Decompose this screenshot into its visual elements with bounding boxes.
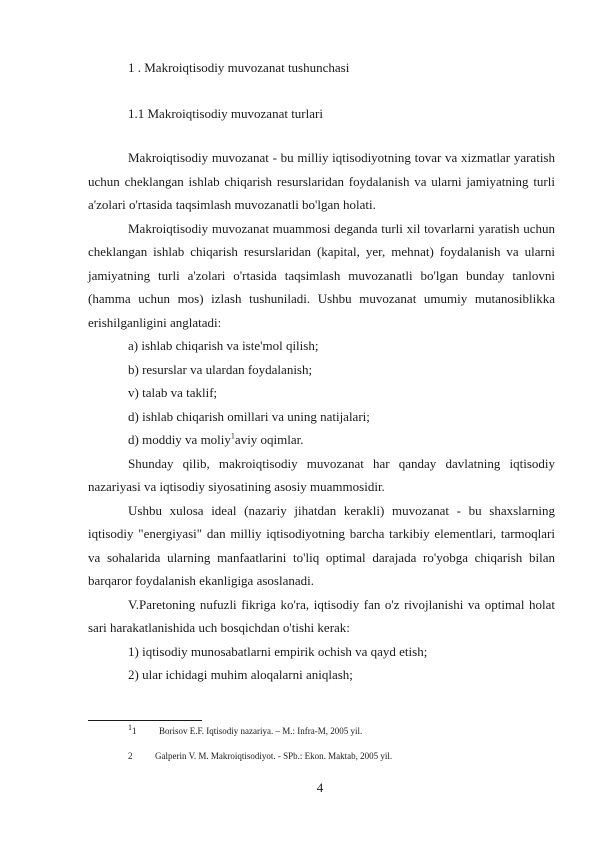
page-number: 4 xyxy=(316,780,324,795)
paragraph-conclusion: Shunday qilib, makroiqtisodiy muvozanat har qanday davlatning iqtisodiy nazariyasi va iqtisodiy siyosatining asosiy muammosidir. xyxy=(88,455,555,494)
footnote-text: Borisov E.F. Iqtisodiy nazariya. – M.: Infra-M, 2005 yil. xyxy=(159,726,363,736)
footnote xyxy=(128,725,362,737)
list-item: v) talab va taklif; xyxy=(128,385,218,400)
footnote-text: Galperin V. M. Makroiqtisodiyot. - SPb.: Ekon. Maktab, 2005 yil. xyxy=(155,751,393,761)
footnote xyxy=(128,750,392,762)
list-item: 2) ular ichidagi muhim aloqalarni aniqlash; xyxy=(128,667,353,682)
body-text xyxy=(88,146,555,687)
footnote-number: 2 xyxy=(128,751,133,761)
paragraph-problem: Makroiqtisodiy muvozanat muammosi deganda turli xil tovarlarni yaratish uchun cheklangan ishlab chiqarish resurslaridan (kapital, yer, mehnat) foydalanish va ularni jamiyatning turli a'zolari o'rtasida taqsimlash muvozanatli bo'lgan bunday tanlovni (hamma uchun mos) izlash tushuniladi. Ushbu muvozanat umumiy mutanosiblikka erishilganligini anglatadi: xyxy=(88,220,555,330)
list-item-text: aviy oqimlar. xyxy=(234,432,304,447)
list-item-text: d) moddiy va moliy xyxy=(128,432,231,447)
footnote-ref: 1 xyxy=(230,431,235,441)
paragraph-ideal: Ushbu xulosa ideal (nazariy jihatdan kerakli) muvozanat - bu shaxslarning iqtisodiy "energiyasi" dan milliy iqtisodiyotning barcha tarkibiy elementlari, tarmoqlari va sohalarida ularning manfaatlarini to'liq optimal darajada ro'yobga chiqarish bilan barqaror foydalanish ekanligiga asoslanadi. xyxy=(88,502,555,588)
footnote-number: 1 xyxy=(132,726,137,736)
list-item: 1) iqtisodiy munosabatlarni empirik ochish va qayd etish; xyxy=(128,643,428,659)
footnote-divider xyxy=(88,720,202,721)
list-item: b) resurslar va ulardan foydalanish; xyxy=(128,361,313,377)
subsection-heading: 1.1 Makroiqtisodiy muvozanat turlari xyxy=(128,106,323,121)
list-item xyxy=(88,428,555,452)
list-item: a) ishlab chiqarish va iste'mol qilish; xyxy=(128,338,319,353)
paragraph-definition: Makroiqtisodiy muvozanat - bu milliy iqtisodiyotning tovar va xizmatlar yaratish uchun cheklangan ishlab chiqarish resurslaridan foydalanish va ularni jamiyatning turli a'zolari o'rtasida taqsimlash muvozanatli bo'lgan holati. xyxy=(88,150,555,212)
section-heading: 1 . Makroiqtisodiy muvozanat tushunchasi xyxy=(128,60,350,75)
paragraph-pareto: V.Paretoning nufuzli fikriga ko'ra, iqtisodiy fan o'z rivojlanishi va optimal holat sari harakatlanishida uch bosqichdan o'tishi kerak: xyxy=(88,596,555,635)
list-item: d) ishlab chiqarish omillari va uning natijalari; xyxy=(128,408,370,424)
footnote-marker: 1 xyxy=(128,723,132,732)
